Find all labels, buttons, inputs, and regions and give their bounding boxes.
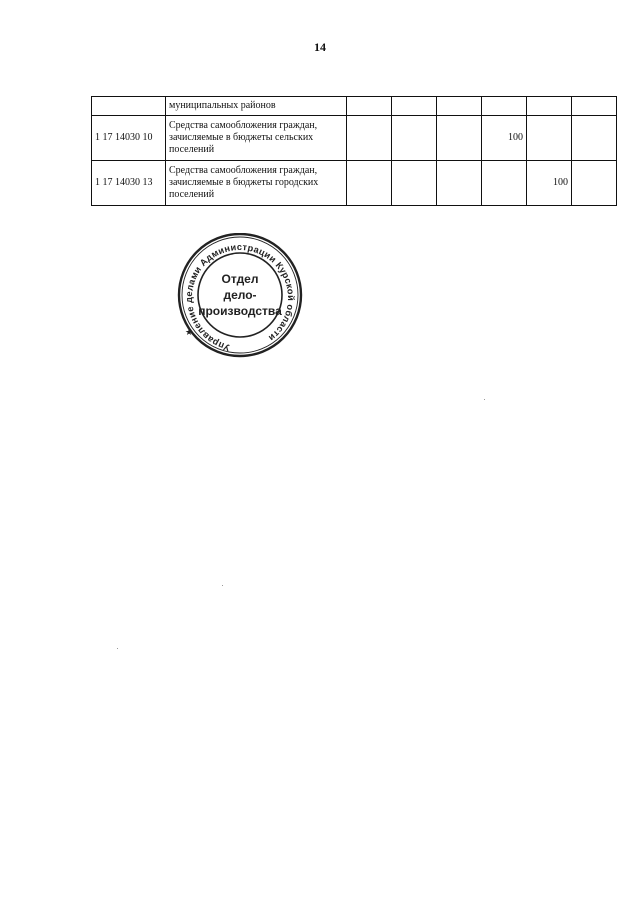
stamp-ring-text: Управление делами Администрации Курской области: [183, 241, 297, 353]
value-cell: [572, 97, 617, 116]
value-cell: [527, 97, 572, 116]
value-cell: [527, 116, 572, 161]
table-row: [92, 116, 617, 161]
value-cell: [572, 161, 617, 206]
value-cell: [482, 161, 527, 206]
value-cell: [437, 161, 482, 206]
star-icon: ★: [185, 328, 194, 338]
value-cell: 100: [527, 161, 572, 206]
value-cell: [392, 161, 437, 206]
official-stamp: [175, 233, 305, 358]
value-cell: 100: [482, 116, 527, 161]
code-cell: 1 17 14030 10: [92, 116, 166, 161]
page-number: 14: [314, 40, 326, 54]
stamp-center-line: дело-: [223, 288, 257, 302]
value-cell: [437, 116, 482, 161]
value-cell: [392, 116, 437, 161]
table-row: [92, 97, 617, 116]
stamp-center-line: производства: [198, 304, 282, 318]
table-row: [92, 161, 617, 206]
name-cell: муниципальных районов: [166, 97, 347, 116]
name-cell: Средства самообложения граждан, зачисляемые в бюджеты городских поселений: [166, 161, 347, 206]
value-cell: [347, 97, 392, 116]
scan-speck: [117, 648, 118, 649]
value-cell: [437, 97, 482, 116]
code-cell: [92, 97, 166, 116]
value-cell: [347, 116, 392, 161]
value-cell: [392, 97, 437, 116]
value-cell: [482, 97, 527, 116]
code-cell: 1 17 14030 13: [92, 161, 166, 206]
scan-speck: [222, 585, 223, 586]
stamp-center-line: Отдел: [221, 272, 259, 286]
name-cell: Средства самообложения граждан, зачисляемые в бюджеты сельских поселений: [166, 116, 347, 161]
value-cell: [347, 161, 392, 206]
scan-speck: [484, 399, 485, 400]
value-cell: [572, 116, 617, 161]
budget-table: [91, 96, 617, 206]
